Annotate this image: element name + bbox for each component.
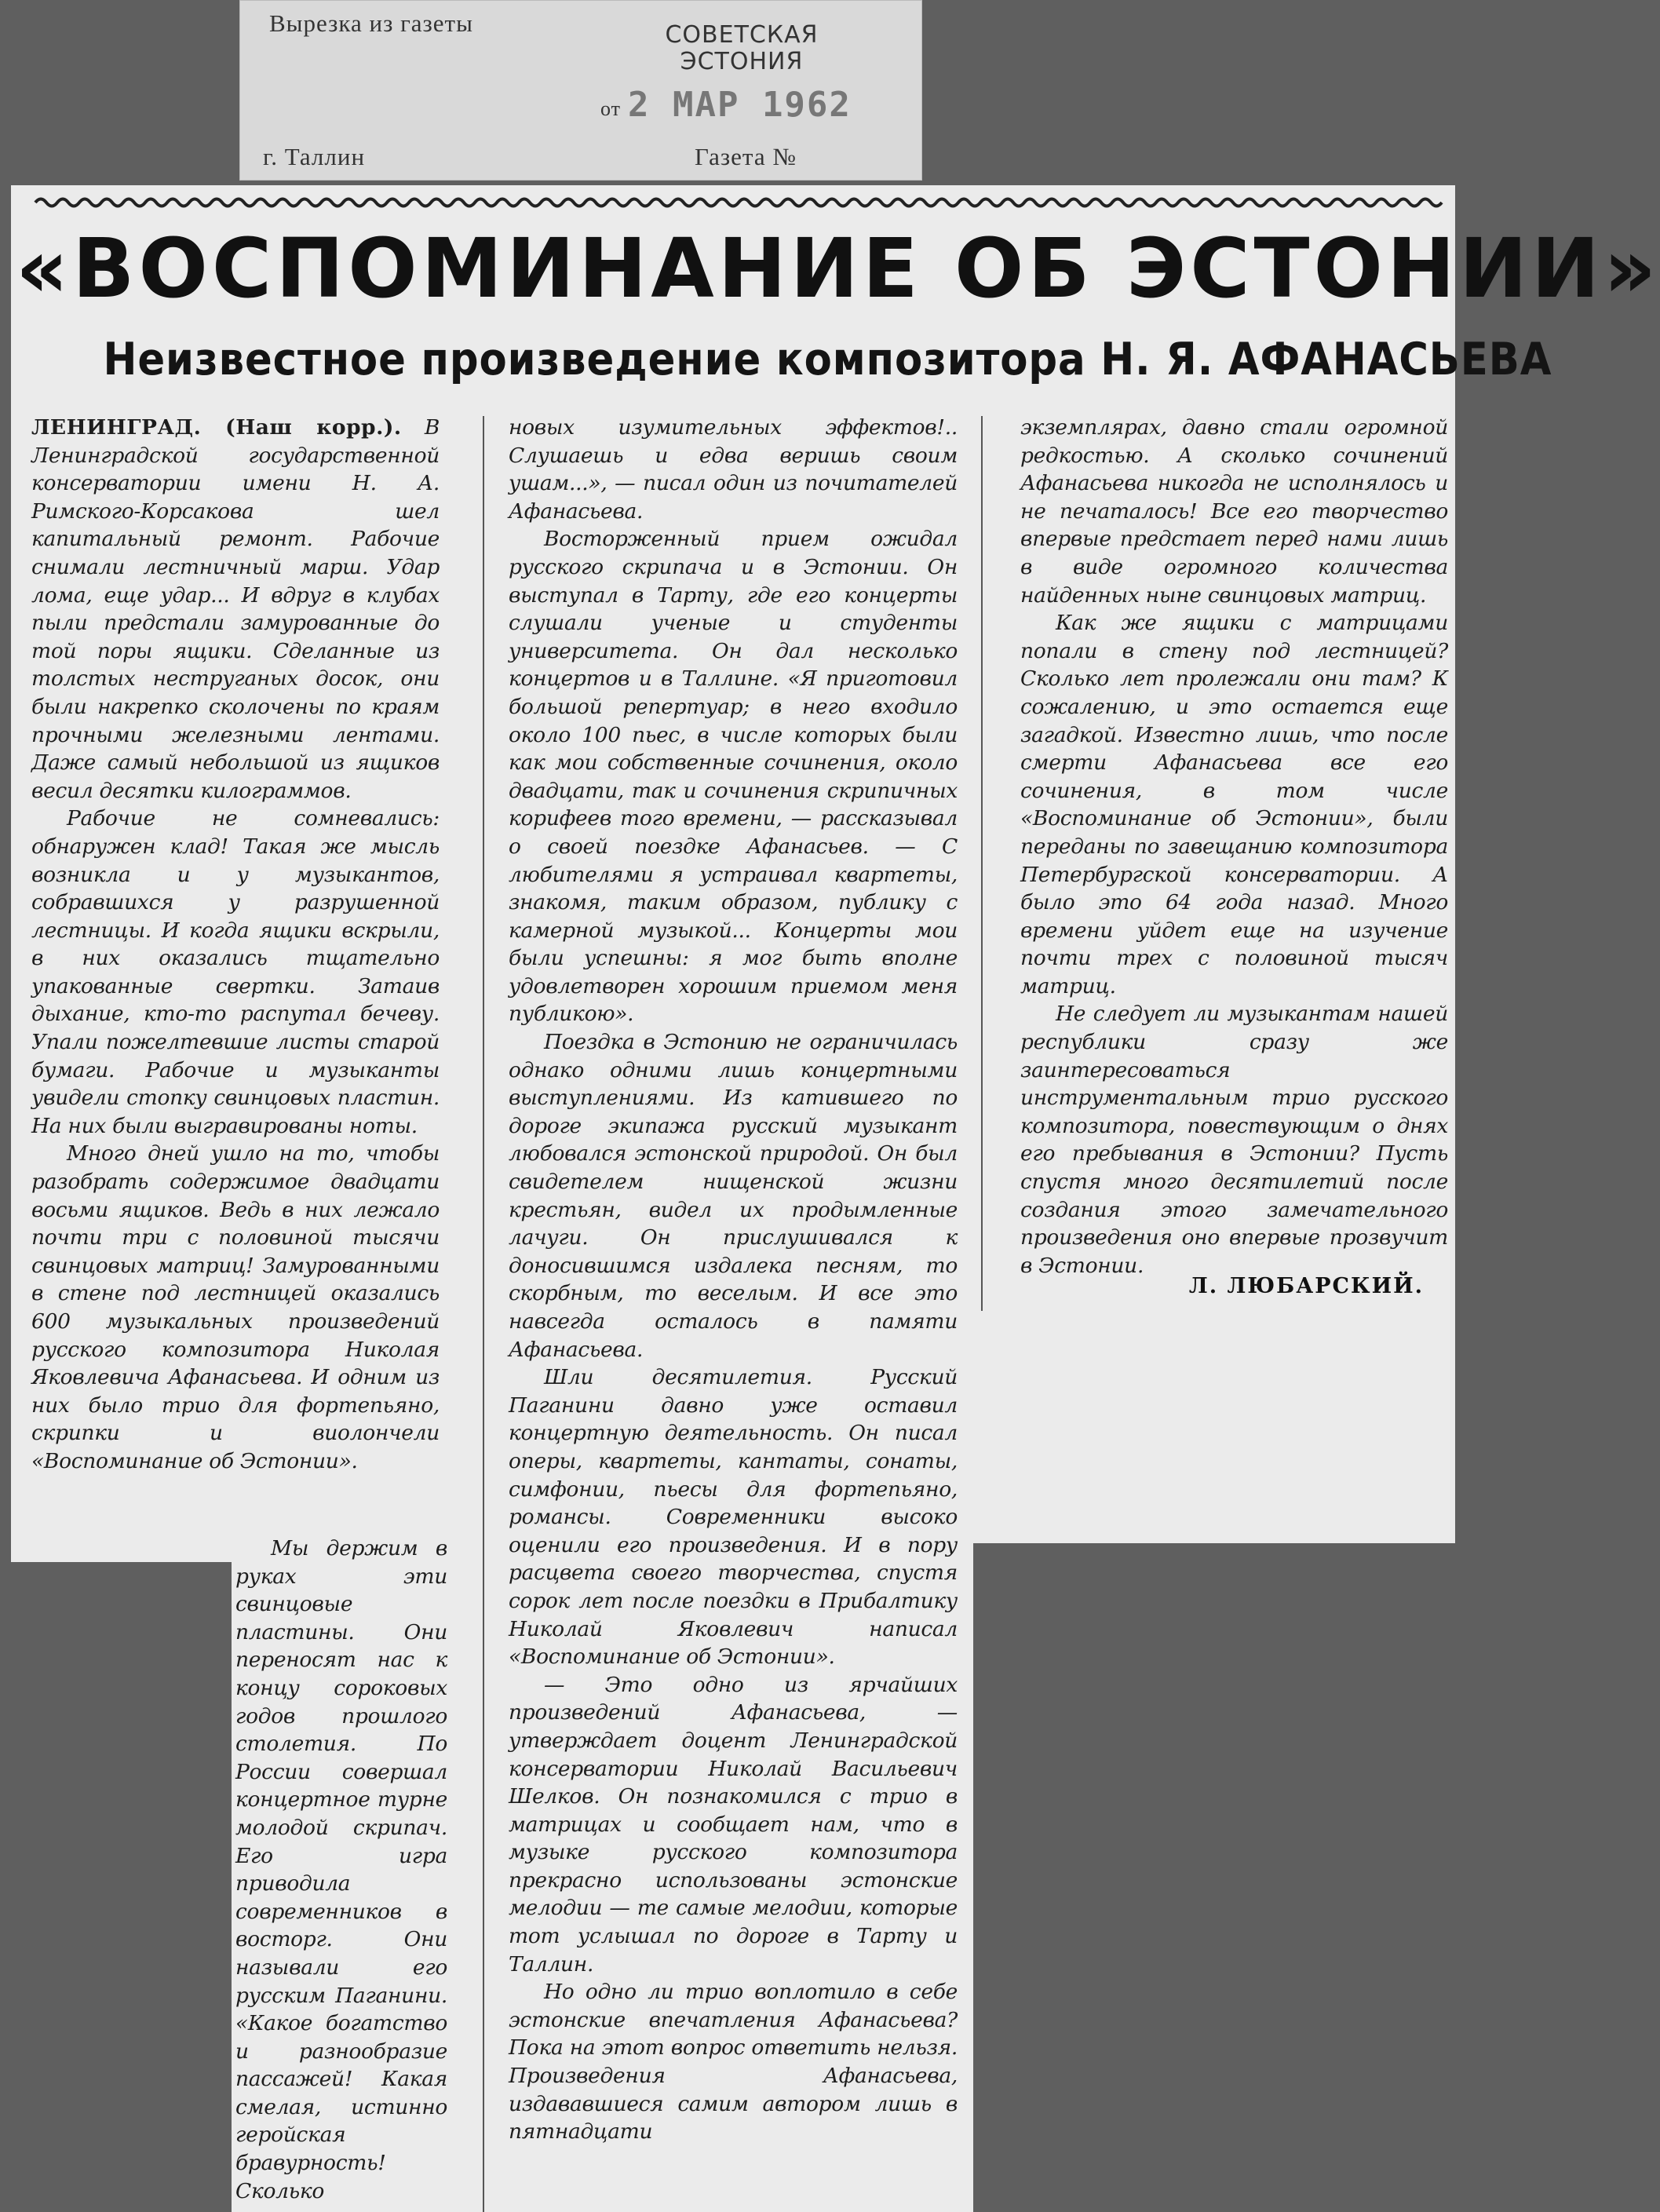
clipping-label [239, 0, 922, 181]
paragraph [31, 414, 440, 805]
paragraph: Мы держим в руках эти свинцовые пластины. Они переносят нас к концу сороковых годов прошлого столетия. По России совершал концертное турне молодой скрипач. Его игра приводила современников в восторг. Они называли его русским Паганини. «Какое богатство и разнообразие пассажей! Какая смелая, истинно геройская бравурность! Сколько [235, 1536, 447, 2203]
paragraph: — Это одно из ярчайших произведений Афанасьева, — утверждает доцент Ленинградской консерватории Николай Васильевич Шелков. Он познакомился с трио в матрицах и сообщает нам, что в музыке русского композитора прекрасно использованы эстонские мелодии — те самые мелодии, которые тот услышал по дороге в Тарту и Таллин. [509, 1672, 958, 1977]
paragraph: Рабочие не сомневались: обнаружен клад! Такая же мысль возникла и у музыкантов, собравшихся у разрушенной лестницы. И когда ящики вскрыли, в них оказались тщательно упакованные свертки. Затаив дыхание, кто-то распутал бечеву. Упали пожелтевшие листы старой бумаги. Рабочие и музыканты увидели стопку свинцовых пластин. На них были выгравированы ноты. [31, 806, 440, 1138]
paragraph: Как же ящики с матрицами попали в стену под лестницей? Сколько лет пролежали они там? К сожалению, и это остается еще загадкой. Известно лишь, что после смерти Афанасьева все его сочинения, в том числе «Воспоминание об Эстонии», были переданы по завещанию композитора Петербургской консерватории. А было это 64 года назад. Много времени уйдет еще на изучение почти трех с половиной тысяч матриц. [1020, 611, 1448, 998]
newspaper-name-line1: СОВЕТСКАЯ [665, 21, 819, 49]
newspaper-name-line2: ЭСТОНИЯ [680, 48, 804, 75]
clipping-from-text: Вырезка из газеты [269, 9, 473, 37]
wavy-rule [35, 194, 1432, 211]
article-subtitle: Неизвестное произведение композитора Н. Я. АФАНАСЬЕВА [103, 334, 1552, 385]
date-prefix: от [600, 97, 622, 120]
city-text: г. Таллин [263, 143, 366, 170]
column-rule [981, 416, 983, 1311]
column-3 [1020, 414, 1448, 1279]
paragraph: Поездка в Эстонию не ограничилась однако одними лишь концертными выступлениями. Из катившего по дороге экипажа русский музыкант любовался эстонской природой. Он был свидетелем нищенской жизни крестьян, видел их продымленные лачуги. Он прислушивался к доносившимся издалека песням, то скорбным, то веселым. И все это навсегда осталось в памяти Афанасьева. [509, 1030, 958, 1362]
byline: Л. ЛЮБАРСКИЙ. [1188, 1274, 1424, 1298]
date-stamp: 2 МАР 1962 [628, 85, 852, 125]
column-1 [31, 414, 440, 1476]
newspaper-name [648, 22, 836, 75]
paragraph: Шли десятилетия. Русский Паганини давно уже оставил концертную деятельность. Он писал оперы, квартеты, кантаты, сонаты, симфонии, пьесы для фортепьяно, романсы. Современники высоко оценили его произведения. И в пору расцвета своего творчества, спустя сорок лет после поездки в Прибалтику Николай Яковлевич написал «Воспоминание об Эстонии». [509, 1365, 958, 1670]
paragraph: новых изумительных эффектов!.. Слушаешь и едва веришь своим ушам...», — писал один из почитателей Афанасьева. [509, 415, 958, 524]
column-rule [483, 416, 484, 2212]
column-2 [509, 414, 958, 2146]
paragraph-text: В Ленинградской государственной консерватории имени Н. А. Римского-Корсакова шел капитальный ремонт. Рабочие снимали лестничный марш. Удар лома, еще удар... И вдруг в клубах пыли предстали замурованные до той поры ящики. Сделанные из толстых неструганых досок, они были накрепко сколочены по краям прочными железными лентами. Даже самый небольшой из ящиков весил десятки килограммов. [31, 415, 440, 803]
paragraph: Восторженный прием ожидал русского скрипача и в Эстонии. Он выступал в Тарту, где его концерты слушали ученые и студенты университета. Он дал несколько концертов и в Таллине. «Я приготовил большой репертуар; в него входило около 100 пьес, в числе которых были как мои собственные сочинения, около двадцати, так и сочинения скрипичных корифеев того времени, — рассказывал о своей поездке Афанасьев. — С любителями я устраивал квартеты, знакомя, таким образом, публику с камерной музыкой... Концерты мои были успешны: я мог быть вполне удовлетворен хорошим приемом меня публикою». [509, 527, 958, 1027]
paragraph: Не следует ли музыкантам нашей республики сразу же заинтересоваться инструментальным трио русского композитора, повествующим о днях его пребывания в Эстонии? Пусть спустя много десятилетий после создания этого замечательного произведения оно впервые прозвучит в Эстонии. [1020, 1002, 1448, 1278]
article-title: «ВОСПОМИНАНИЕ ОБ ЭСТОНИИ» [16, 221, 1660, 316]
paragraph: экземплярах, давно стали огромной редкостью. А сколько сочинений Афанасьева никогда не исполнялось и не печаталось! Все его творчество впервые предстает перед нами лишь в виде огромного количества найденных ныне свинцовых матриц. [1020, 415, 1448, 608]
dateline: ЛЕНИНГРАД. (Наш корр.). [31, 415, 402, 440]
paragraph: Но одно ли трио воплотило в себе эстонские впечатления Афанасьева? Пока на этот вопрос ответить нельзя. Произведения Афанасьева, издававшиеся самим автором лишь в пятнадцати [509, 1980, 958, 2144]
column-1-continued [235, 1535, 447, 2205]
issue-text: Газета № [695, 143, 797, 170]
article-clipping-left-edge [11, 1539, 232, 1562]
paragraph: Много дней ушло на то, чтобы разобрать содержимое двадцати восьми ящиков. Ведь в них лежало почти три с половиной тысячи свинцовых матриц! Замурованными в стене под лестницей оказались 600 музыкальных произведений русского композитора Николая Яковлевича Афанасьева. И одним из них было трио для фортепьяно, скрипки и виолончели «Воспоминание об Эстонии». [31, 1141, 440, 1473]
